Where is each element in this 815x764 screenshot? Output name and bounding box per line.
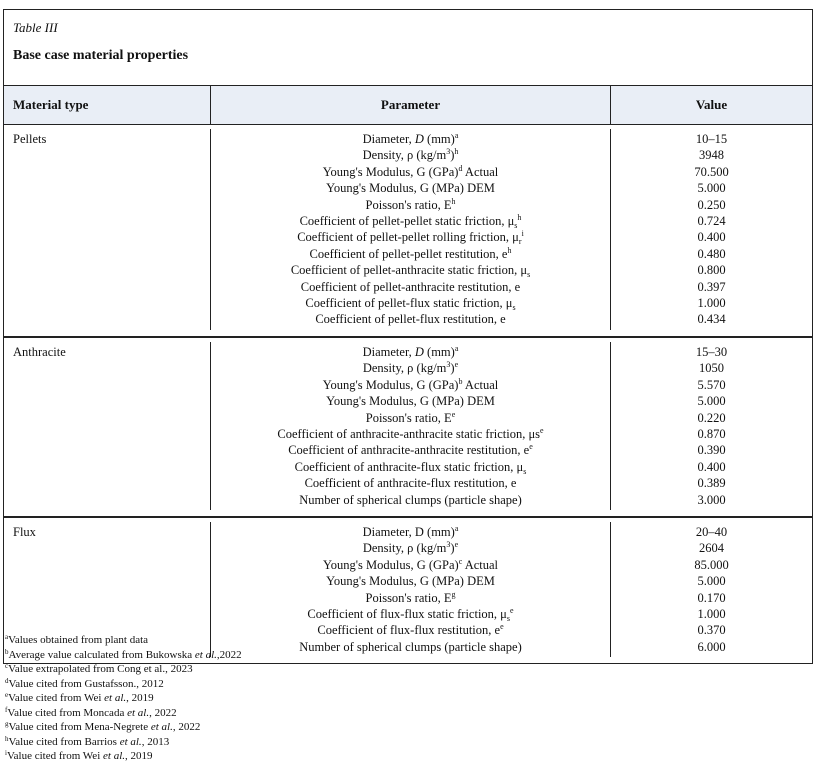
header-value: Value [695,97,728,112]
value-text: 3948 [699,148,724,163]
parameter-text [211,442,610,458]
subscript: r [518,237,522,247]
value-text: 0.434 [697,312,726,327]
text-segment: Actual [462,557,499,572]
parameter-text [211,557,610,573]
value-text: 6.000 [697,639,726,654]
subscript: s [523,466,527,476]
value-text: 0.800 [697,263,726,278]
text-segment: Young's Modulus, G (GPa) [322,377,459,392]
text-segment: Young's Modulus, G (GPa) [322,164,459,179]
text-segment: Actual [462,377,499,392]
text-segment: Number of spherical clumps (particle shape) [299,639,522,654]
value-text: 10–15 [695,132,728,146]
value-text: 0.397 [697,279,726,294]
text-segment: Values obtained from plant data [8,634,149,646]
parameter-text [211,573,610,589]
value-text: 0.220 [697,410,726,425]
text-segment: Value cited from Wei [8,692,105,704]
value-text: 0.250 [697,197,726,212]
text-segment: Young's Modulus, G (MPa) DEM [326,574,495,589]
text-segment: Coefficient of anthracite-flux static friction, μ [294,459,524,474]
footnote [5,633,242,648]
superscript: f [5,705,8,714]
parameter-text [211,246,610,262]
material-properties-table [3,9,813,664]
text-segment: et al. [119,735,142,748]
subscript: s [512,303,516,313]
text-segment: , 2022 [149,706,177,719]
superscript: 3 [446,540,451,550]
text-segment: ) [450,148,455,163]
footnote [5,735,242,750]
subscript: s [527,270,531,280]
value-text: 15–30 [695,344,728,359]
text-segment: et al. [104,692,127,704]
text-segment: Young's Modulus, G (MPa) DEM [326,181,495,196]
superscript: e [500,622,504,632]
value-text: 85.000 [694,557,729,572]
value-text: 0.390 [697,443,726,458]
footnote [5,662,242,677]
table-title: Base case material properties [13,48,189,63]
text-segment: Coefficient of pellet-anthracite static friction, μ [290,263,528,278]
superscript: e [454,360,459,370]
parameter-text [211,164,610,180]
text-segment: Coefficient of pellet-flux static friction, μ [305,296,513,311]
value-text: 0.370 [697,623,726,638]
parameter-text [211,475,610,491]
footnote [5,648,242,663]
superscript: i [521,229,524,239]
text-segment: Coefficient of pellet-pellet restitution, e [309,246,508,261]
text-segment: Density, ρ (kg/m [362,361,447,376]
subscript: s [514,221,518,231]
parameter-text [211,590,610,606]
parameter-cell [211,522,611,657]
superscript: h [507,245,512,255]
parameter-text [211,360,610,376]
parameter-text [211,492,610,508]
value-cell [611,522,812,657]
superscript: g [451,589,456,599]
parameter-cell [211,129,611,330]
value-text: 3.000 [697,492,726,507]
text-segment: Value cited from Barrios [8,735,120,748]
value-cell [611,342,812,510]
value-text: 1.000 [697,606,726,621]
text-segment: Diameter, [362,344,415,359]
parameter-text [211,524,610,540]
text-segment: D [414,344,424,359]
superscript: i [5,749,7,757]
superscript: 3 [446,147,451,157]
value-text: 0.870 [697,426,726,441]
parameter-text [211,262,610,278]
value-text: 20–40 [695,524,728,539]
parameter-text [211,229,610,245]
parameter-text [211,606,610,622]
superscript: h [517,213,522,223]
text-segment: Coefficient of pellet-pellet static friction, μ [299,214,515,229]
superscript: b [5,647,9,656]
parameter-text [211,147,610,163]
superscript: c [458,556,463,566]
superscript: e [510,605,514,615]
text-segment: Coefficient of anthracite-anthracite static friction, μs [277,426,541,441]
text-segment: Value cited from Moncada [7,706,128,719]
text-segment: Diameter, D (mm) [362,524,455,539]
text-segment: , 2022 [172,721,201,733]
parameter-text [211,410,610,426]
table-label: Table III [13,20,58,35]
parameter-text [211,295,610,311]
superscript: a [5,633,9,641]
parameter-text [211,131,610,147]
value-text: 1050 [699,361,724,376]
text-segment: Coefficient of anthracite-flux restitution, e [304,476,517,491]
text-segment: , 2013 [141,735,170,748]
superscript: 3 [446,360,451,370]
text-segment: Number of spherical clumps (particle shape) [299,492,522,507]
parameter-text [211,426,610,442]
parameter-text [211,639,610,655]
footnote [5,749,242,764]
text-segment: ,2022 [216,648,242,661]
header-parameter: Parameter [211,86,611,124]
parameter-text [211,213,610,229]
value-text: 0.724 [697,214,726,229]
text-segment: , 2019 [125,750,153,762]
footnote [5,706,242,721]
superscript: e [451,409,456,419]
text-segment: Value extrapolated from Cong et al., 2023 [8,663,193,675]
superscript: a [454,131,459,140]
parameter-text [211,622,610,638]
value-text: 0.400 [697,459,726,474]
text-segment: (mm) [423,132,455,146]
superscript: e [454,540,459,550]
text-segment: , 2019 [126,692,154,704]
superscript: d [5,676,9,685]
section-pellets [4,124,812,337]
text-segment: Average value calculated from Bukowska [8,648,195,661]
value-text: 0.400 [697,230,726,245]
text-segment: Poisson's ratio, E [365,590,452,605]
text-segment: Young's Modulus, G (MPa) DEM [326,394,495,409]
value-text: 2604 [699,541,724,556]
section-anthracite [4,337,812,517]
text-segment: (mm) [423,344,455,359]
text-segment: et al. [103,750,125,762]
text-segment: Coefficient of anthracite-anthracite restitution, e [288,443,530,458]
text-segment: et al. [150,721,173,733]
text-segment: Coefficient of flux-flux restitution, e [317,623,501,638]
superscript: d [458,163,463,173]
footnote [5,720,242,735]
superscript: c [5,662,9,670]
superscript: e [529,442,533,452]
footnote [5,691,242,706]
parameter-text [211,311,610,327]
parameter-text [211,344,610,360]
text-segment: ) [450,541,455,556]
value-text: 0.170 [697,590,726,605]
parameter-text [211,377,610,393]
text-segment: Young's Modulus, G (GPa) [322,557,459,572]
material-type-cell: Flux [4,522,211,657]
text-segment: Density, ρ (kg/m [362,148,447,163]
superscript: h [5,734,9,743]
superscript: e [5,691,9,699]
superscript: g [5,720,9,728]
superscript: e [540,425,544,435]
value-text: 5.000 [697,574,726,589]
footnote [5,677,242,692]
text-segment: Coefficient of flux-flux static friction, μ [307,606,507,621]
superscript: a [454,343,459,353]
text-segment: Value cited from Mena-Negrete [8,721,151,733]
text-segment: Coefficient of pellet-flux restitution, e [315,312,506,327]
text-segment: ) [450,361,455,376]
superscript: a [454,523,459,533]
text-segment: Poisson's ratio, E [365,197,452,212]
header-material-type: Material type [4,86,211,124]
parameter-text [211,393,610,409]
text-segment: Diameter, [362,132,415,146]
parameter-text [211,197,610,213]
text-segment: Actual [462,164,499,179]
text-segment: et al. [127,706,150,719]
text-segment: Density, ρ (kg/m [362,541,447,556]
text-segment: et al. [194,648,217,661]
parameter-text [211,459,610,475]
superscript: h [451,196,456,206]
footnotes [5,633,242,764]
value-text: 5.000 [697,181,726,196]
value-cell [611,129,812,330]
value-text: 5.000 [697,394,726,409]
value-text: 70.500 [694,164,729,179]
value-text: 1.000 [697,296,726,311]
material-type-cell: Anthracite [4,342,211,510]
text-segment: D [414,132,424,146]
parameter-text [211,180,610,196]
subscript: s [506,613,511,623]
value-text: 0.389 [697,476,726,491]
value-text: 0.480 [697,246,726,261]
text-segment: Value cited from Wei [6,750,103,762]
text-segment: Coefficient of pellet-pellet rolling friction, μ [297,230,519,245]
table-caption [4,10,812,85]
text-segment: Poisson's ratio, E [365,410,452,425]
material-type-cell: Pellets [4,129,211,330]
text-segment: Coefficient of pellet-anthracite restitution, e [300,279,521,294]
text-segment: Value cited from Gustafsson., 2012 [8,677,164,690]
table-header-row [4,85,812,124]
table-body [4,124,812,664]
parameter-text [211,540,610,556]
superscript: b [458,376,463,386]
superscript: h [454,147,459,157]
parameter-cell [211,342,611,510]
parameter-text [211,279,610,295]
value-text: 5.570 [697,377,726,392]
